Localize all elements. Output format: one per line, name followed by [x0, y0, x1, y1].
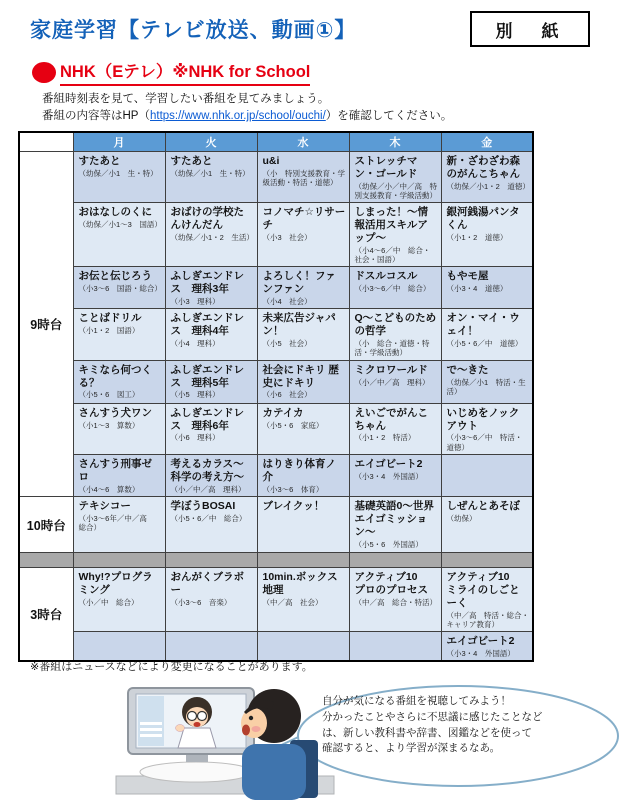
- program-note: （中／高 総合・特活）: [354, 597, 437, 607]
- attachment-label: 別 紙: [495, 21, 565, 41]
- program-cell: [441, 497, 533, 553]
- program-title: Q～こどものための哲学: [354, 312, 437, 338]
- schedule-row: [19, 309, 533, 360]
- program-note: （小3～6 国語・総合）: [78, 284, 162, 294]
- program-cell: [257, 267, 349, 309]
- boy-watching-icon: [241, 689, 318, 800]
- day-header: 火: [165, 132, 257, 152]
- program-note: （小1・2 国語）: [78, 326, 140, 336]
- program-title: ことばドリル: [78, 312, 142, 325]
- separator-cell: [19, 553, 73, 568]
- program-note: （小3 社会）: [262, 232, 312, 242]
- schedule-row: [19, 455, 533, 497]
- bubble-line: は、新しい教科書や辞書、図鑑などを使って: [322, 726, 532, 739]
- program-cell: [349, 267, 441, 309]
- program-cell: [441, 632, 533, 662]
- program-cell: [73, 152, 165, 203]
- program-title: ドスルコスル: [354, 270, 418, 283]
- program-note: （小／中 総合）: [78, 597, 139, 607]
- program-cell: [73, 455, 165, 497]
- program-note: （小1・2 道徳）: [446, 232, 508, 242]
- program-title: ふしぎエンドレス 理科3年: [170, 270, 244, 296]
- intro-line-2-prefix: 番組の内容等はHP（: [42, 110, 150, 122]
- program-cell: [73, 267, 165, 309]
- program-title: 10min.ボックス 地理: [262, 571, 349, 596]
- program-title: もやモ屋: [446, 270, 489, 283]
- bubble-line: 自分が気になる番組を視聴してみよう！: [322, 695, 511, 707]
- program-note: （小 総合・道徳・特活・学級活動）: [354, 339, 430, 358]
- program-note: （小3・4 外国語）: [354, 471, 423, 481]
- program-note: （幼保）: [446, 513, 477, 523]
- program-cell: [73, 360, 165, 403]
- program-note: （幼保／小／中／高 特別支援教育・学級活動）: [354, 181, 437, 200]
- program-cell: [257, 403, 349, 454]
- program-cell: [165, 497, 257, 553]
- program-note: （幼保／小1 生・特）: [78, 168, 158, 178]
- program-cell: [349, 309, 441, 360]
- program-cell: [441, 152, 533, 203]
- separator-cell: [257, 553, 349, 568]
- program-title: エイゴビート2: [354, 458, 423, 471]
- red-dot-icon: [32, 62, 56, 83]
- separator-cell: [73, 553, 165, 568]
- program-cell: [257, 152, 349, 203]
- program-cell: [257, 309, 349, 360]
- section-heading-row: [32, 58, 310, 86]
- program-title: テキシコー: [78, 500, 131, 513]
- program-note: （小6 理科）: [170, 433, 220, 443]
- schedule-row: [19, 152, 533, 203]
- program-note: （小3～6 音楽）: [170, 597, 232, 607]
- program-title: オン・マイ・ウェイ！: [446, 312, 520, 338]
- bubble-line: 分かったことやさらに不思議に感じたことなど: [322, 710, 543, 723]
- program-cell: [257, 497, 349, 553]
- program-note: （小6 社会）: [262, 390, 312, 400]
- program-title: コノマチ☆リサーチ: [262, 206, 346, 232]
- program-note: （小5・6 外国語）: [354, 539, 423, 549]
- program-note: （小3・4 外国語）: [446, 649, 515, 659]
- program-cell: [73, 309, 165, 360]
- program-cell: [349, 360, 441, 403]
- program-cell: [257, 455, 349, 497]
- program-title: おんがくブラボー: [170, 571, 244, 596]
- program-cell: [349, 403, 441, 454]
- separator-cell: [441, 553, 533, 568]
- day-header: 月: [73, 132, 165, 152]
- program-cell: [165, 152, 257, 203]
- time-slot-label: 9時台: [19, 152, 73, 497]
- program-title: すたあと: [78, 155, 121, 167]
- schedule-table: [18, 131, 534, 662]
- program-note: （中／高 特活・総合・キャリア教育）: [446, 610, 529, 629]
- program-title: 基礎英語0～世界エイゴミッション～: [354, 500, 434, 538]
- program-title: ふしぎエンドレス 理科5年: [170, 363, 244, 389]
- program-title: Why!?プログラミング: [78, 571, 153, 596]
- program-title: おはなしのくに: [78, 206, 152, 219]
- program-title: 未来広告ジャパン！: [262, 312, 336, 338]
- separator-cell: [165, 553, 257, 568]
- schedule-row: [19, 267, 533, 309]
- program-title: で～きた: [446, 363, 489, 376]
- program-title: キミなら何つくる？: [78, 363, 152, 389]
- program-cell: [441, 309, 533, 360]
- separator-cell: [349, 553, 441, 568]
- program-note: （幼保／小1 特活・生活）: [446, 377, 526, 396]
- day-header: 木: [349, 132, 441, 152]
- program-note: （小／中／高 理科）: [170, 484, 246, 494]
- program-cell: [73, 568, 165, 632]
- program-title: 新・ざわざわ森のがんこちゃん: [446, 155, 520, 180]
- program-title: さんすう犬ワン: [78, 406, 152, 419]
- intro-line-1: 番組時刻表を見て、学習したい番組を見てみましょう。: [42, 93, 330, 105]
- program-title: エイゴビート2: [446, 635, 515, 648]
- program-title: ストレッチマン・ゴールド: [354, 155, 418, 180]
- program-cell: [165, 455, 257, 497]
- program-cell: [257, 360, 349, 403]
- program-title: えいごでがんこちゃん: [354, 406, 428, 432]
- program-cell: [165, 267, 257, 309]
- schedule-row: [19, 568, 533, 632]
- program-title: おばけの学校たんけんだん: [170, 206, 244, 232]
- empty-cell: [441, 455, 533, 497]
- program-title: しまった！～情報活用スキルアップ～: [354, 206, 428, 244]
- bubble-line: 確認すると、より学習が深まるなあ。: [322, 742, 501, 755]
- program-cell: [349, 497, 441, 553]
- schedule-row: [19, 403, 533, 454]
- program-note: （小4 社会）: [262, 297, 312, 307]
- program-note: （小5 理科）: [170, 390, 220, 400]
- program-cell: [441, 403, 533, 454]
- program-note: （小5 社会）: [262, 339, 312, 349]
- nhk-school-link[interactable]: https://www.nhk.or.jp/school/ouchi/: [149, 110, 326, 122]
- empty-cell: [349, 632, 441, 662]
- program-cell: [441, 267, 533, 309]
- program-cell: [165, 309, 257, 360]
- program-note: （小5・6／中 道徳）: [446, 339, 523, 349]
- page-title: 家庭学習【テレビ放送、動画①】: [30, 19, 357, 42]
- program-title: ふしぎエンドレス 理科4年: [170, 312, 244, 338]
- program-title: ミクロワールド: [354, 363, 428, 376]
- program-note: （小1・2 特活）: [354, 433, 416, 443]
- program-note: （小3 理科）: [170, 297, 220, 307]
- program-cell: [349, 455, 441, 497]
- program-title: 銀河銭湯パンタくん: [446, 206, 520, 232]
- program-note: （小3～6 体育）: [262, 484, 324, 494]
- program-note: （幼保／小1～3 国語）: [78, 220, 162, 230]
- monitor-base: [140, 762, 252, 782]
- separator-row: [19, 553, 533, 568]
- program-cell: [165, 360, 257, 403]
- program-title: ブレイクッ！: [262, 500, 325, 513]
- program-cell: [73, 403, 165, 454]
- program-note: （小3～6／中 特活・道徳）: [446, 433, 523, 452]
- program-note: （小4～6 算数）: [78, 484, 140, 494]
- program-title: ふしぎエンドレス 理科6年: [170, 406, 244, 432]
- program-note: （小／中／高 理科）: [354, 377, 430, 387]
- program-note: （小4～6／中 総合・社会・国語）: [354, 245, 431, 265]
- program-title: 学ぼうBOSAI: [170, 500, 236, 513]
- footnote: ※番組はニュースなどにより変更になることがあります。: [30, 661, 313, 673]
- program-cell: [165, 568, 257, 632]
- program-note: （小3～6／中 総合）: [354, 284, 431, 294]
- program-cell: [73, 497, 165, 553]
- speech-bubble-text: [322, 694, 602, 757]
- program-cell: [349, 152, 441, 203]
- program-note: （幼保／小1・2 道徳）: [446, 181, 530, 191]
- program-note: （小1～3 算数）: [78, 420, 140, 430]
- program-title: アクティブ10 プロのプロセス: [354, 571, 429, 596]
- program-note: （小3・4 道徳）: [446, 284, 508, 294]
- day-header: 水: [257, 132, 349, 152]
- program-cell: [441, 360, 533, 403]
- program-cell: [257, 568, 349, 632]
- program-cell: [165, 403, 257, 454]
- attachment-label-box: [470, 11, 590, 47]
- program-note: （中／高 社会）: [262, 597, 323, 607]
- program-note: （小5・6／中 総合）: [170, 513, 247, 523]
- program-title: すたあと: [170, 155, 213, 167]
- program-title: 社会にドキリ 歴史にドキリ: [262, 363, 339, 389]
- program-title: カテイカ: [262, 406, 304, 419]
- program-cell: [349, 203, 441, 267]
- corner-cell: [19, 132, 73, 152]
- program-title: u&i: [262, 155, 280, 167]
- program-cell: [441, 203, 533, 267]
- program-cell: [257, 203, 349, 267]
- program-cell: [349, 568, 441, 632]
- schedule-row: [19, 203, 533, 267]
- program-title: いじめをノックアウト: [446, 406, 520, 432]
- program-title: アクティブ10 ミライのしごとーく: [446, 571, 521, 609]
- program-title: さんすう刑事ゼロ: [78, 458, 152, 483]
- computer-monitor-icon: [128, 688, 254, 762]
- program-title: 考えるカラス～科学の考え方～: [170, 458, 244, 483]
- program-cell: [165, 203, 257, 267]
- program-note: （小4 理科）: [170, 339, 220, 349]
- program-cell: [441, 568, 533, 632]
- program-title: しぜんとあそぼ: [446, 500, 520, 513]
- intro-line-2: [42, 107, 452, 123]
- day-header-row: [19, 132, 533, 152]
- day-header: 金: [441, 132, 533, 152]
- program-note: （幼保／小1 生・特）: [170, 168, 250, 178]
- schedule-row: [19, 497, 533, 553]
- program-note: （小3～6年／中／高 総合）: [78, 513, 155, 533]
- time-slot-label: 3時台: [19, 568, 73, 662]
- program-note: （小 特別支援教育・学級活動・特活・道徳）: [262, 168, 345, 188]
- schedule-row: [19, 360, 533, 403]
- program-note: （小5・6 図工）: [78, 390, 140, 400]
- program-cell: [73, 203, 165, 267]
- program-title: お伝と伝じろう: [78, 270, 152, 283]
- intro-line-2-suffix: ）を確認してください。: [325, 110, 453, 122]
- section-heading: NHK（Eテレ）※NHK for School: [60, 58, 310, 86]
- program-title: はりきり体育ノ介: [262, 458, 336, 483]
- program-note: （幼保／小1・2 生活）: [170, 232, 254, 242]
- program-title: よろしく！ファンファン: [262, 270, 336, 296]
- program-note: （小5・6 家庭）: [262, 420, 324, 430]
- time-slot-label: 10時台: [19, 497, 73, 553]
